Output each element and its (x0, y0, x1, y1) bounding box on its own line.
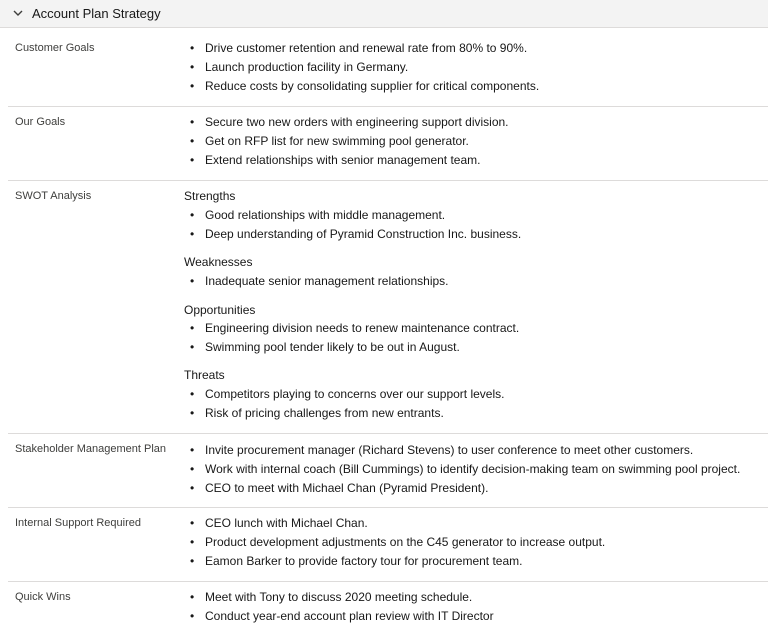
divider (8, 433, 768, 434)
divider (8, 180, 768, 181)
field-label: Stakeholder Management Plan (15, 443, 167, 455)
swot-threats-heading: Threats (184, 368, 225, 382)
divider (8, 507, 768, 508)
field-label: Our Goals (15, 116, 66, 128)
swot-weaknesses-heading: Weaknesses (184, 255, 253, 269)
field-label: Internal Support Required (15, 517, 141, 529)
section-header[interactable] (0, 0, 768, 28)
field-label: SWOT Analysis (15, 190, 92, 202)
section-title: Account Plan Strategy (32, 6, 161, 21)
field-label: Customer Goals (15, 42, 95, 54)
chevron-down-icon[interactable] (12, 8, 24, 20)
swot-strengths-heading: Strengths (184, 189, 236, 203)
divider (8, 581, 768, 582)
field-label: Quick Wins (15, 591, 71, 603)
swot-opportunities-heading: Opportunities (184, 303, 256, 317)
divider (8, 106, 768, 107)
